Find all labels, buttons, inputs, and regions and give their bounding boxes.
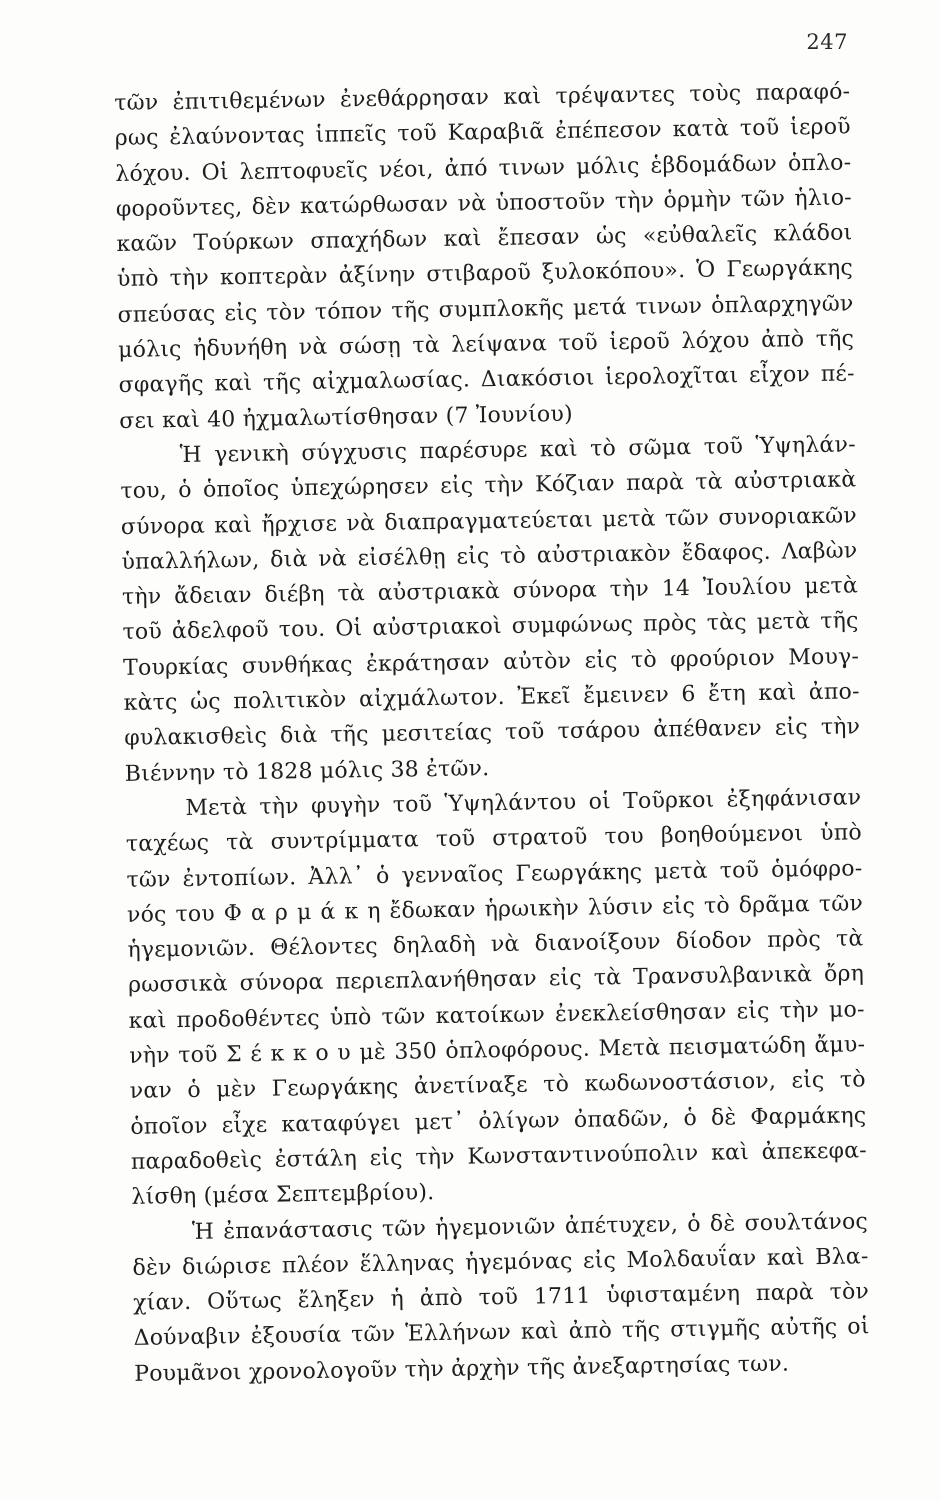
text-line: τὴν ἄδειαν διέβη τὰ αὐστριακὰ σύνορα τὴν 14 Ἰουλίου μετὰ xyxy=(121,573,859,611)
text-line: χίαν. Οὕτως ἔληξεν ἡ ἀπὸ τοῦ 1711 ὑφισταμένη παρὰ τὸν xyxy=(132,1279,870,1316)
text-line: ρωσσικὰ σύνορα περιεπλανήθησαν εἰς τὰ Τρανσυλβανικὰ ὄρη xyxy=(127,961,865,999)
text-line: τῶν ἐπιτιθεμένων ἐνεθάρρησαν καὶ τρέψαντες τοὺς παραφό- xyxy=(114,79,851,116)
text-line: Ἡ ἐπανάστασις τῶν ἡγεμονιῶν ἀπέτυχεν, ὁ δὲ σουλτάνος xyxy=(191,1208,869,1245)
text-line: νὴν τοῦ Σ έ κ κ ο υ μὲ 350 ὁπλοφόρους. Μετὰ πεισματώδη ἄμυ- xyxy=(129,1032,866,1069)
text-line: Ρουμᾶνοι χρονολογοῦν τὴν ἀρχὴν τῆς ἀνεξαρτησίας των. xyxy=(134,1351,790,1387)
text-line: λίσθη (μέσα Σεπτεμβρίου). xyxy=(131,1180,435,1211)
text-line: Βιέννην τὸ 1828 μόλις 38 ἐτῶν. xyxy=(124,755,490,787)
text-line: Ἡ γενικὴ σύγχυσις παρέσυρε καὶ τὸ σῶμα τοῦ Ὑψηλάν- xyxy=(179,432,856,468)
text-line: τοῦ ἀδελφοῦ του. Οἱ αὐστριακοὶ συμφώνως πρὸς τὰς μετὰ τῆς xyxy=(122,608,859,646)
body-text xyxy=(114,74,870,1391)
text-line: ρως ἐλαύνοντας ἱππεῖς τοῦ Καραβιᾶ ἐπέπεσον κατὰ τοῦ ἱεροῦ xyxy=(114,114,851,152)
text-line: σπεύσας εἰς τὸν τόπον τῆς συμπλοκῆς μετά τινων ὁπλαρχηγῶν xyxy=(117,291,854,328)
text-line: σφαγῆς καὶ τῆς αἰχμαλωσίας. Διακόσιοι ἱερολοχῖται εἶχον πέ- xyxy=(118,361,855,399)
text-line: παραδοθεὶς ἐστάλη εἰς τὴν Κωνσταντινούπολιν καὶ ἀπεκεφα- xyxy=(130,1138,868,1175)
text-line: ὑπὸ τὴν κοπτερὰν ἀξίνην στιβαροῦ ξυλοκόπου». Ὁ Γεωργάκης xyxy=(116,255,854,293)
text-line: νός του Φ α ρ μ ά κ η ἔδωκαν ἡρωικὴν λύσιν εἰς τὸ δρᾶμα τῶν xyxy=(126,891,864,928)
text-line: ὑπαλλήλων, διὰ νὰ εἰσέλθῃ εἰς τὸ αὐστριακὸν ἔδαφος. Λαβὼν xyxy=(121,538,858,575)
text-line: ὁποῖον εἶχε καταφύγει μετ᾿ ὀλίγων ὀπαδῶν, ὁ δὲ Φαρμάκης xyxy=(130,1102,867,1140)
text-line: κὰτς ὡς πολιτικὸν αἰχμάλωτον. Ἐκεῖ ἔμεινεν 6 ἔτη καὶ ἀπο- xyxy=(123,679,860,716)
text-line: ταχέως τὰ συντρίμματα τοῦ στρατοῦ του βοηθούμενοι ὑπὸ xyxy=(125,820,863,858)
text-line: δὲν διώρισε πλέον ἕλληνας ἡγεμόνας εἰς Μολδαυΐαν καὶ Βλα- xyxy=(132,1244,869,1281)
text-line: Μετὰ τὴν φυγὴν τοῦ Ὑψηλάντου οἱ Τοῦρκοι ἐξηφάνισαν xyxy=(185,785,862,821)
text-line: ναν ὁ μὲν Γεωργάκης ἀνετίναξε τὸ κωδωνοστάσιον, εἰς τὸ xyxy=(129,1067,866,1105)
text-line: καῶν Τούρκων σπαχήδων καὶ ἔπεσαν ὡς «εὐθαλεῖς κλάδοι xyxy=(116,220,853,258)
text-line: ἡγεμονιῶν. Θέλοντες δηλαδὴ νὰ διανοίξουν δίοδον πρὸς τὰ xyxy=(127,926,864,964)
text-line: του, ὁ ὁποῖος ὑπεχώρησεν εἰς τὴν Κόζιαν παρὰ τὰ αὐστριακὰ xyxy=(120,467,857,505)
text-line: τῶν ἐντοπίων. Ἀλλ᾿ ὁ γενναῖος Γεωργάκης μετὰ τοῦ ὁμόφρο- xyxy=(126,855,863,893)
text-line: λόχου. Οἱ λεπτοφυεῖς νέοι, ἀπό τινων μόλις ἑβδομάδων ὁπλο- xyxy=(115,150,852,187)
text-line: φυλακισθεὶς διὰ τῆς μεσιτείας τοῦ τσάρου ἀπέθανεν εἰς τὴν xyxy=(124,714,861,752)
text-line: σει καὶ 40 ἠχμαλωτίσθησαν (7 Ἰουνίου) xyxy=(119,401,573,434)
text-line: σύνορα καὶ ἤρχισε νὰ διαπραγματεύεται μετὰ τῶν συνοριακῶν xyxy=(120,502,858,540)
text-line: Τουρκίας συνθήκας ἐκράτησαν αὐτὸν εἰς τὸ φρούριον Μουγ- xyxy=(122,644,860,681)
page-number: 247 xyxy=(806,30,848,54)
text-line: φοροῦντες, δὲν κατώρθωσαν νὰ ὑποστοῦν τὴν ὁρμὴν τῶν ἡλιο- xyxy=(115,185,853,222)
text-line: μόλις ἠδυνήθη νὰ σώσῃ τὰ λείψανα τοῦ ἱεροῦ λόχου ἀπὸ τῆς xyxy=(117,326,855,364)
text-line: καὶ προδοθέντες ὑπὸ τῶν κατοίκων ἐνεκλείσθησαν εἰς τὴν μο- xyxy=(128,997,865,1034)
text-line: Δούναβιν ἐξουσία τῶν Ἑλλήνων καὶ ἀπὸ τῆς στιγμῆς αὐτῆς οἱ xyxy=(133,1314,870,1352)
